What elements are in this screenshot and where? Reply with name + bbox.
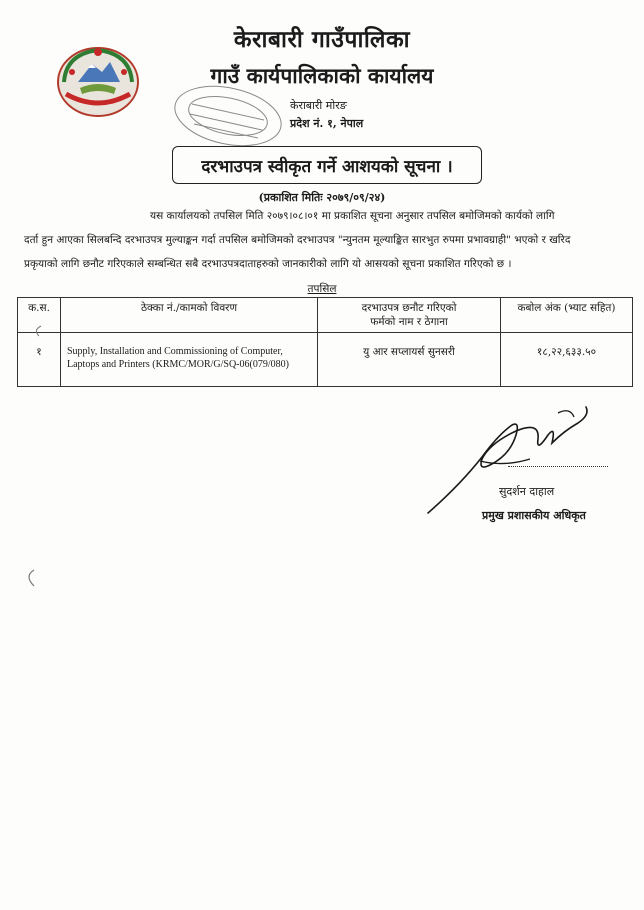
table-row — [18, 333, 633, 387]
table-header-row — [18, 298, 633, 333]
header-bidder-line-1: दरभाउपत्र छनौट गरिएको — [361, 302, 457, 314]
signatory-title: प्रमुख प्रशासकीय अधिकृत — [482, 509, 586, 522]
description-line-1: Supply, Installation and Commissioning of Computer, — [67, 346, 283, 357]
published-date: (प्रकाशित मितिः २०७९/०९/२४) — [258, 191, 386, 204]
cell-amount: १८,२२,६३३.५० — [501, 333, 633, 387]
cell-sn: १ — [18, 333, 61, 387]
scan-mark-icon — [22, 568, 38, 588]
address-line-1: केराबारी मोरङ — [290, 99, 347, 112]
header-amount: कबोल अंक (भ्याट सहित) — [501, 298, 633, 333]
signature-line — [508, 466, 608, 467]
office-stamp-icon — [168, 84, 288, 148]
notice-title: दरभाउपत्र स्वीकृत गर्ने आशयको सूचना । — [201, 156, 453, 177]
address-line-2: प्रदेश नं. १, नेपाल — [290, 117, 364, 130]
cell-bidder: यु आर सप्लायर्स सुनसरी — [318, 333, 501, 387]
org-name: केराबारी गाउँपालिका — [233, 26, 411, 53]
header-sn: क.स. — [18, 298, 61, 333]
header-bidder-line-2: फर्मको नाम र ठेगाना — [370, 316, 448, 328]
cell-description — [61, 333, 318, 387]
header-bidder — [318, 298, 501, 333]
signature-icon — [420, 395, 595, 520]
table-caption: तपसिल — [307, 283, 337, 295]
notice-title-box — [172, 146, 482, 184]
paragraph-line-1: यस कार्यालयको तपसिल मिति २०७९।०८।०१ मा प्रकाशित सूचना अनुसार तपसिल बमोजिमको कार्यको लागि — [150, 210, 555, 222]
office-name: गाउँ कार्यपालिकाको कार्यालय — [210, 63, 434, 88]
description-line-2: Laptops and Printers (KRMC/MOR/G/SQ-06(079/080) — [67, 359, 289, 370]
paragraph-line-3: प्रकृयाको लागि छनौट गरिएकाले सम्बन्धित सबै दरभाउपत्रदाताहरुको जानकारीको लागि यो आसयको सूचना प्रकाशित गरिएको छ । — [24, 258, 512, 270]
signatory-name: सुदर्शन दाहाल — [499, 485, 555, 498]
details-table — [17, 297, 633, 387]
header-description: ठेक्का नं./कामको विवरण — [61, 298, 318, 333]
scan-mark-icon — [30, 324, 44, 338]
paragraph-line-2: दर्ता हुन आएका सिलबन्दि दरभाउपत्र मुल्याङ्कन गर्दा तपसिल बमोजिमको दरभाउपत्र "न्युनतम मूल्याङ्कित सारभुत रुपमा प्रभावग्राही" भएको र खरिद — [24, 234, 571, 246]
